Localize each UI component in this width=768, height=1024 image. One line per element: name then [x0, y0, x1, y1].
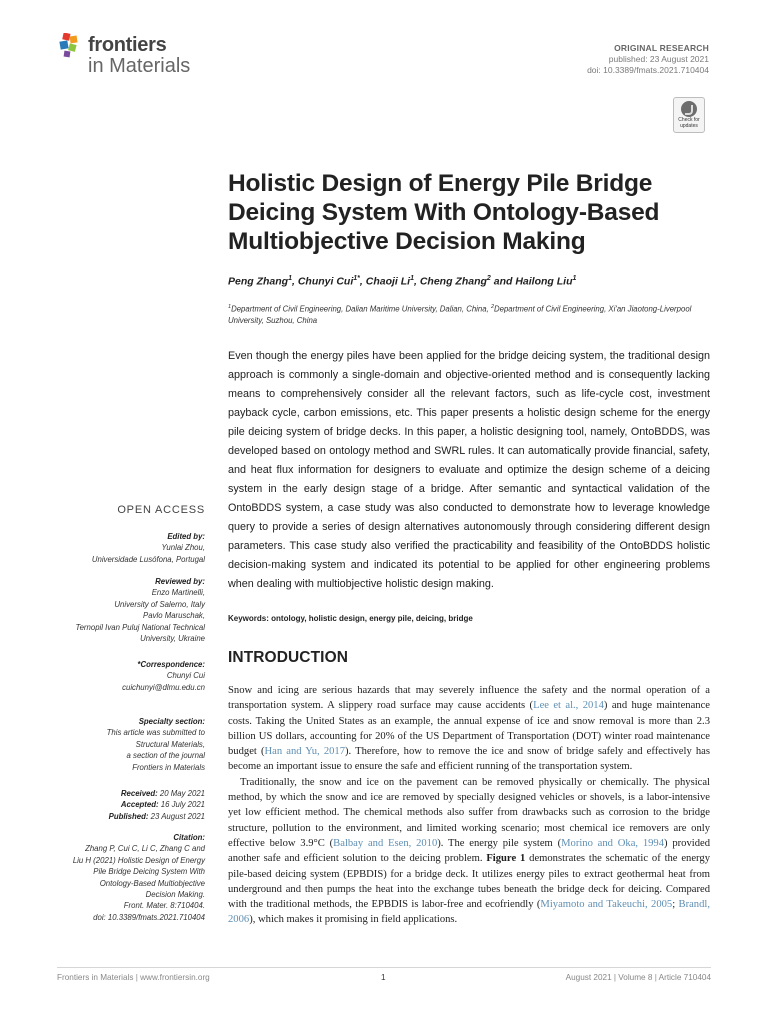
dates-block: [15, 788, 205, 822]
text-run: ) and huge maintenance costs. Taking the United States as an example, the annual expense of ice and snow removal is more than 2.3 billion US dollars, accounting for 20% of the US Department of Transportation (DOT) winter road maintenance budget (: [228, 700, 710, 758]
footer-journal-link[interactable]: Frontiers in Materials | www.frontiersin.org: [57, 973, 210, 982]
correspondence-email[interactable]: cuichunyi@dlmu.edu.cn: [122, 682, 205, 692]
citation-line: Decision Making.: [145, 890, 205, 900]
open-access-label: OPEN ACCESS: [117, 504, 205, 516]
reviewed-by-label: Reviewed by:: [155, 577, 205, 586]
text-run: ). The energy pile system (: [437, 837, 562, 849]
correspondence-name: Chunyi Cui: [166, 671, 205, 681]
author-affiliation-mark: 1*: [353, 275, 360, 282]
paragraph: [228, 775, 710, 928]
reviewer-line: Enzo Martinelli,: [151, 588, 205, 598]
frontiers-logo-icon: [58, 33, 82, 61]
check-for-updates-badge[interactable]: [673, 97, 705, 133]
author-affiliation-mark: 1: [572, 275, 577, 282]
section-heading-introduction: INTRODUCTION: [228, 649, 349, 666]
citation-link[interactable]: Miyamoto and Takeuchi, 2005: [540, 899, 673, 911]
author-name[interactable]: Chunyi Cui: [297, 275, 354, 288]
text-run: Snow and icing are serious hazards that may severely influence the safety and the normal operation of a transportation system. A slippery road surface may cause accidents (: [228, 685, 710, 712]
keywords-text: ontology, holistic design, energy pile, deicing, bridge: [271, 614, 473, 623]
logo-text-frontiers: frontiers: [88, 34, 167, 56]
specialty-label: Specialty section:: [138, 717, 205, 726]
abstract: Even though the energy piles have been applied for the bridge deicing system, the traditional design approach is commonly a single-domain and objective-oriented method and is consequently lacking means to comprehensively consider all the relevant factors, such as life-cycle cost, investment payback cycle, carbon emissions, etc. This paper presents a holistic design scheme for the energy pile deicing system of bridge decks. In this paper, a holistic designing tool, namely, OntoBDDS, was developed based on ontology method and SWRL rules. It can automatically provide financial, safety, and heat flux information for designers to evaluate and optimize the design scheme of a deicing system in the early design stage of a bridge. After semantic and syntactical validation of the OntoBDDS system, a case study was also conducted to demonstrate how to leverage knowledge query to provide a series of design alternatives autonomously through considering different design parameters. This case study also verified the practicability and feasibility of the OntoBDDS holistic decision-making system and indicated its potential to be applied for other engineering problems when dealing with multiobjective holistic design making.: [228, 350, 710, 590]
doi[interactable]: doi: 10.3389/fmats.2021.710404: [587, 65, 709, 75]
specialty-line: Frontiers in Materials: [132, 762, 205, 772]
affiliation-mark: 1: [228, 304, 232, 310]
citation-line: Zhang P, Cui C, Li C, Zhang C and: [85, 844, 205, 854]
citation-link[interactable]: Han and Yu, 2017: [264, 746, 346, 758]
author-affiliation-mark: 1: [410, 275, 414, 282]
author-affiliation-mark: 1: [288, 275, 292, 282]
keywords: [228, 614, 710, 623]
specialty-line: This article was submitted to: [106, 728, 205, 738]
published-date: published: 23 August 2021: [608, 54, 709, 64]
published-label: Published:: [108, 811, 149, 821]
citation-line: Ontology-Based Multiobjective: [99, 878, 205, 888]
citation-link[interactable]: Brandl, 2006: [228, 899, 710, 926]
footer-divider: [57, 967, 711, 968]
journal-logo: [58, 33, 198, 81]
citation-line: Front. Mater. 8:710404.: [123, 901, 205, 911]
check-icon: [681, 101, 697, 117]
footer-page-number: 1: [381, 973, 386, 982]
received-date: 20 May 2021: [159, 789, 205, 798]
citation-label: Citation:: [173, 833, 205, 842]
article-title: Holistic Design of Energy Pile Bridge Deicing System With Ontology-Based Multiobjective Decision Making: [228, 170, 660, 255]
text-run: Traditionally, the snow and ice on the pavement can be removed physically or chemically. The physical method, by which the snow and ice are removed by specially designed vehicles or shovels, is a labor-intensive yet low efficient method. The chemical methods also suffer from drawbacks such as corrosion to the bridge structure, pollution to the environment, and limited working scenario; most chemical ice removers are only effective below 3.9°C (: [228, 776, 710, 849]
specialty-line: Structural Materials,: [135, 739, 205, 749]
published-date-side: 23 August 2021: [150, 811, 205, 821]
affiliation-text: Department of Civil Engineering, Xi'an Jiaotong-Liverpool University, Suzhou, China: [228, 304, 692, 325]
affiliations: [228, 302, 710, 326]
author-affiliation-mark: 2: [486, 275, 491, 282]
citation-line: Liu H (2021) Holistic Design of Energy: [72, 855, 205, 865]
author-name[interactable]: Hailong Liu: [515, 275, 573, 288]
authors-conjunction: and: [493, 275, 513, 288]
badge-label: Check for updates: [678, 117, 700, 129]
author-name[interactable]: Peng Zhang: [228, 275, 289, 288]
introduction-body: [228, 683, 710, 928]
author-list: Peng Zhang$^1$, Chunyi Cui$^{1*}$, Chaoji Li$^1$, Cheng Zhang$^2$ and Hailong Liu$^1$: [228, 275, 577, 288]
citation-link[interactable]: Lee et al., 2014: [533, 700, 604, 712]
accepted-label: Accepted:: [120, 800, 159, 810]
reviewed-by-block: [15, 576, 205, 644]
text-run: ). Therefore, how to remove the ice and snow of bridge safely and effectively has become an important issue to ensure the safe and efficient running of the transportation system.: [228, 746, 710, 773]
specialty-line: a section of the journal: [126, 751, 205, 761]
paragraph: [228, 683, 710, 775]
author-name[interactable]: Chaoji Li: [365, 275, 411, 288]
article-type: ORIGINAL RESEARCH: [614, 43, 709, 53]
editor-line: Universidade Lusófona, Portugal: [91, 554, 205, 564]
citation-line: doi: 10.3389/fmats.2021.710404: [93, 912, 205, 922]
reviewer-line: Ternopil Ivan Puluj National Technical: [75, 622, 205, 632]
keywords-label: Keywords:: [228, 614, 269, 623]
affiliation-mark: 2: [490, 304, 494, 310]
edited-by-label: Edited by:: [167, 532, 205, 541]
logo-text-journal: in Materials: [88, 55, 191, 77]
reviewer-line: University of Salerno, Italy: [114, 599, 205, 609]
figure-link[interactable]: Figure 1: [486, 853, 526, 865]
correspondence-block: [15, 659, 205, 693]
edited-by-block: [15, 531, 205, 565]
text-run: ) provided another safe and efficient solution to the deicing problem.: [228, 837, 710, 865]
reviewer-line: University, Ukraine: [140, 634, 205, 644]
specialty-block: [15, 716, 205, 773]
citation-link[interactable]: Morino and Oka, 1994: [561, 837, 665, 849]
editor-line: Yunlai Zhou,: [161, 543, 205, 553]
citation-block: [15, 832, 205, 923]
article-meta-header: [587, 43, 709, 76]
author-name[interactable]: Cheng Zhang: [419, 275, 487, 288]
text-run: ;: [672, 899, 679, 911]
correspondence-label: *Correspondence:: [137, 660, 205, 669]
affiliation-text: Department of Civil Engineering, Dalian Maritime University, Dalian, China,: [231, 304, 489, 314]
footer-issue-info: August 2021 | Volume 8 | Article 710404: [565, 973, 711, 982]
text-run: ), which makes it promising in field applications.: [249, 914, 458, 926]
received-label: Received:: [120, 789, 158, 798]
citation-line: Pile Bridge Deicing System With: [93, 867, 205, 877]
text-run: demonstrates the schematic of the energy pile-based deicing system (EPBDIS) for a bridge deck. It utilizes energy piles to extract geothermal heat from underground and then pumps the heat into the exchange tubes beneath the bridge deck for deicing. Compared with the traditional methods, the EPBDIS is labor-free and ecofriendly (: [228, 853, 710, 911]
citation-link[interactable]: Balbay and Esen, 2010: [333, 837, 438, 849]
reviewer-line: Pavlo Maruschak,: [143, 611, 205, 621]
accepted-date: 16 July 2021: [160, 800, 205, 810]
